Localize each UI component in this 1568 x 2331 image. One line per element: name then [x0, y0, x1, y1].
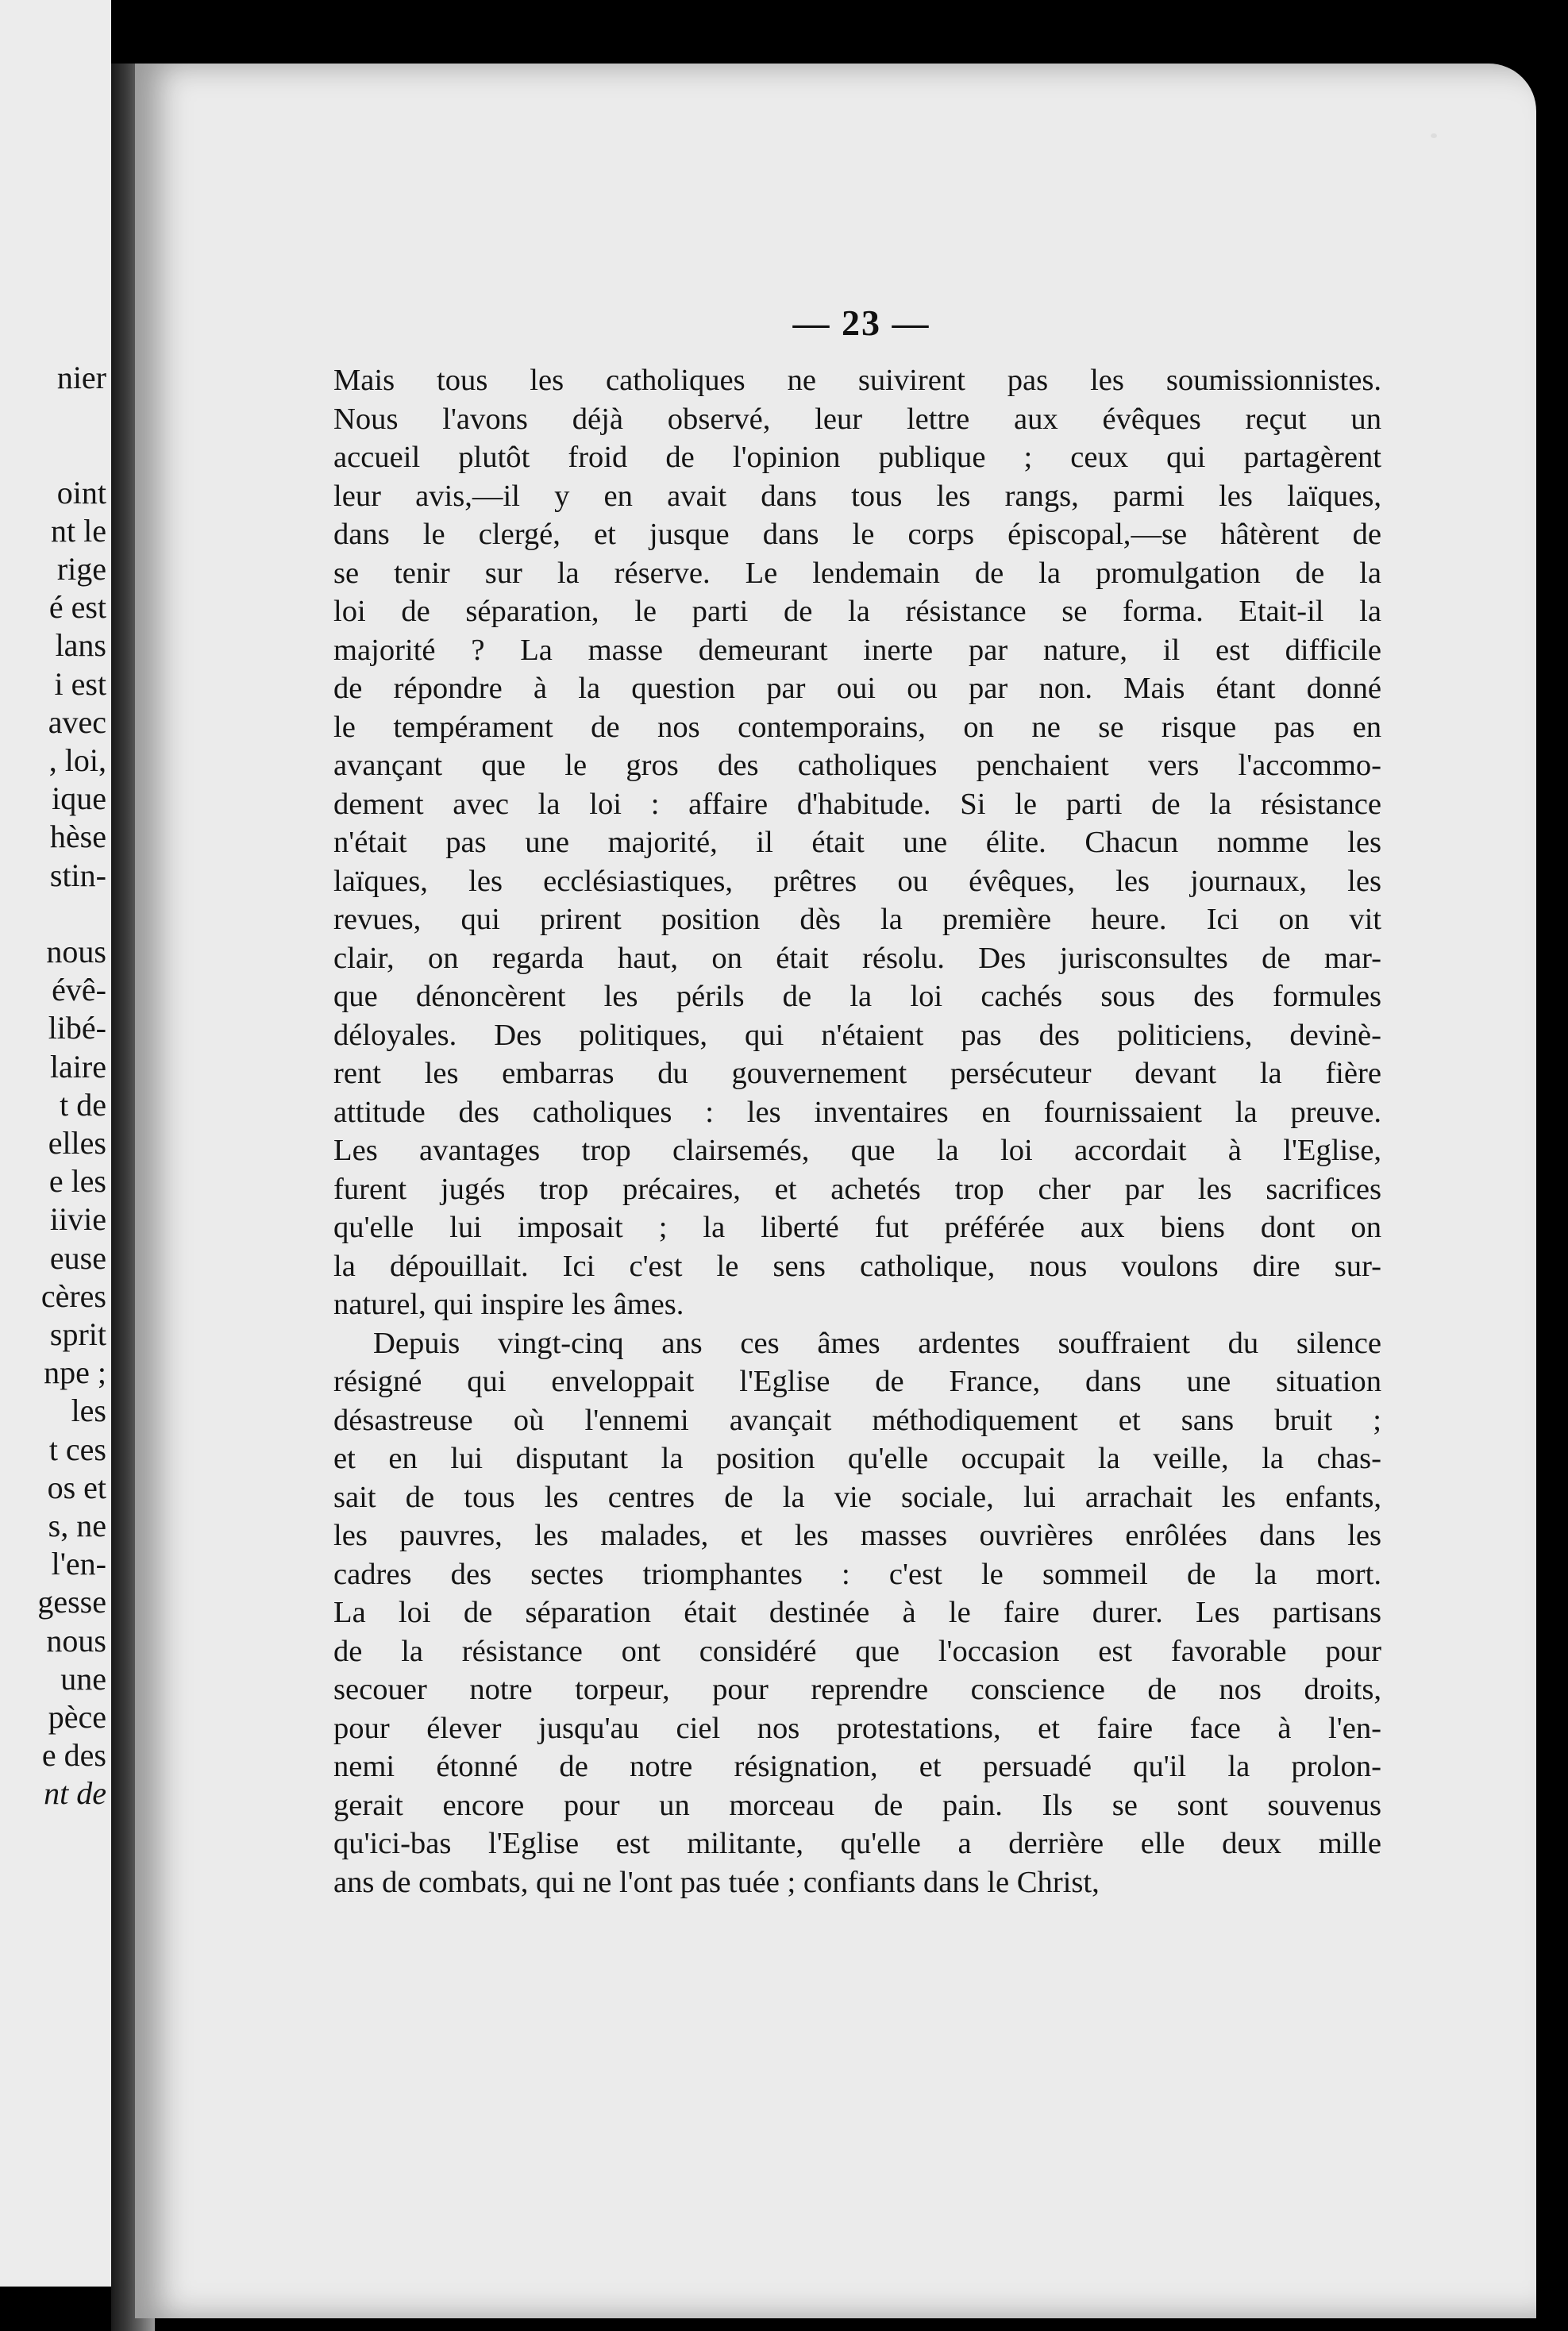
text-line: clair, on regarda haut, on était résolu. Des jurisconsultes de mar- — [333, 941, 1381, 975]
previous-page-line-fragment: nier — [56, 360, 106, 395]
text-line: gerait encore pour un morceau de pain. Ils se sont souvenus — [333, 1788, 1381, 1822]
text-line: qu'ici-bas l'Eglise est militante, qu'elle a derrière elle deux mille — [333, 1827, 1381, 1860]
text-line: nemi étonné de notre résignation, et persuadé qu'il la prolon- — [333, 1750, 1381, 1783]
text-line: leur avis,—il y en avait dans tous les rangs, parmi les laïques, — [333, 479, 1381, 513]
text-line: résigné qui enveloppait l'Eglise de France, dans une situation — [333, 1365, 1381, 1398]
previous-page-line-fragment: rige — [56, 551, 106, 587]
previous-page-line-fragment: t de — [60, 1086, 106, 1123]
previous-page-line-fragment: libé- — [48, 1010, 106, 1046]
text-line: majorité ? La masse demeurant inerte par nature, il est difficile — [333, 633, 1381, 667]
text-line: secouer notre torpeur, pour reprendre conscience de nos droits, — [333, 1673, 1381, 1706]
previous-page-line-fragment: elles — [48, 1125, 106, 1161]
previous-page-line-fragment: , loi, — [48, 742, 106, 778]
text-line: pour élever jusqu'au ciel nos protestations, et faire face à l'en- — [333, 1711, 1381, 1745]
previous-page-line-fragment: lans — [55, 627, 106, 664]
text-line: dans le clergé, et jusque dans le corps épiscopal,—se hâtèrent de — [333, 518, 1381, 551]
text-line: loi de séparation, le parti de la résistance se forma. Etait-il la — [333, 595, 1381, 628]
text-line: se tenir sur la réserve. Le lendemain de la promulgation de la — [333, 556, 1381, 590]
previous-page-line-fragment: cères — [40, 1277, 106, 1314]
previous-page-line-fragment: e des — [41, 1737, 106, 1774]
text-line: déloyales. Des politiques, qui n'étaient pas des politiciens, devinè- — [333, 1018, 1381, 1052]
previous-page-line-fragment: euse — [49, 1239, 106, 1276]
previous-page-line-fragment: i est — [54, 665, 106, 702]
text-line: de répondre à la question par oui ou par non. Mais étant donné — [333, 672, 1381, 705]
page-number: — 23 — — [792, 302, 930, 343]
text-line: désastreuse où l'ennemi avançait méthodiquement et sans bruit ; — [333, 1403, 1381, 1437]
text-line: de la résistance ont considéré que l'occasion est favorable pour — [333, 1634, 1381, 1668]
previous-page-line-fragment: pèce — [48, 1699, 106, 1735]
previous-page-line-fragment: t ces — [48, 1431, 106, 1467]
text-line: furent jugés trop précaires, et achetés trop cher par les sacrifices — [333, 1172, 1381, 1206]
text-line: qu'elle lui imposait ; la liberté fut préférée aux biens dont on — [333, 1211, 1381, 1244]
text-line: le tempérament de nos contemporains, on ne se risque pas en — [333, 710, 1381, 744]
previous-page-line-fragment: avec — [48, 703, 106, 740]
previous-page-line-fragment: é est — [48, 589, 106, 626]
text-line: sait de tous les centres de la vie sociale, lui arrachait les enfants, — [333, 1480, 1381, 1514]
previous-page-line-fragment: ique — [52, 780, 106, 817]
book-page — [135, 64, 1536, 2318]
page-body-text — [333, 361, 1381, 1901]
previous-page-line-fragment: e les — [48, 1163, 106, 1200]
previous-page-line-fragment: hèse — [49, 819, 106, 855]
previous-page-fragment — [0, 0, 111, 2287]
text-line: que dénoncèrent les périls de la loi cachés sous des formules — [333, 980, 1381, 1013]
text-line: la dépouillait. Ici c'est le sens catholique, nous voulons dire sur- — [333, 1249, 1381, 1283]
text-line: cadres des sectes triomphantes : c'est le sommeil de la mort. — [333, 1557, 1381, 1591]
paper-speck — [1431, 133, 1437, 138]
text-line: n'était pas une majorité, il était une élite. Chacun nomme les — [333, 826, 1381, 859]
text-line: avançant que le gros des catholiques penchaient vers l'accommo- — [333, 749, 1381, 782]
previous-page-line-fragment: stin- — [49, 857, 106, 893]
text-line: attitude des catholiques : les inventaires en fournissaient la preuve. — [333, 1095, 1381, 1129]
text-line: Nous l'avons déjà observé, leur lettre aux évêques reçut un — [333, 402, 1381, 436]
text-line: accueil plutôt froid de l'opinion publique ; ceux qui partagèrent — [333, 441, 1381, 474]
previous-page-line-fragment: os et — [47, 1469, 106, 1505]
previous-page-line-fragment: iivie — [49, 1201, 106, 1238]
text-line: Les avantages trop clairsemés, que la loi accordait à l'Eglise, — [333, 1134, 1381, 1167]
text-line: revues, qui prirent position dès la première heure. Ici on vit — [333, 903, 1381, 936]
text-line: et en lui disputant la position qu'elle occupait la veille, la chas- — [333, 1442, 1381, 1475]
previous-page-line-fragment: oint — [56, 474, 106, 511]
previous-page-line-fragment: l'en- — [51, 1546, 106, 1582]
previous-page-line-fragment: sprit — [49, 1316, 106, 1352]
text-line: naturel, qui inspire les âmes. — [333, 1288, 684, 1321]
text-line: La loi de séparation était destinée à le faire durer. Les partisans — [333, 1596, 1381, 1629]
previous-page-line-fragment: évê- — [52, 972, 106, 1008]
text-line: ans de combats, qui ne l'ont pas tuée ; confiants dans le Christ, — [333, 1865, 1100, 1899]
text-line: Mais tous les catholiques ne suivirent pas les soumissionnistes. — [333, 364, 1381, 397]
previous-page-line-fragment: nous — [46, 1622, 106, 1659]
text-line: dement avec la loi : affaire d'habitude. Si le parti de la résistance — [333, 787, 1381, 821]
previous-page-line-fragment: npe ; — [44, 1354, 106, 1391]
text-line: Depuis vingt-cinq ans ces âmes ardentes souffraient du silence — [373, 1326, 1381, 1360]
previous-page-line-fragment: s, ne — [48, 1508, 106, 1543]
text-line: les pauvres, les malades, et les masses ouvrières enrôlées dans les — [333, 1519, 1381, 1552]
previous-page-line-fragment: nt le — [51, 512, 106, 549]
previous-page-line-fragment: une — [60, 1660, 106, 1697]
previous-page-line-fragment: gesse — [37, 1584, 106, 1620]
previous-page-line-fragment: nt de — [44, 1775, 106, 1812]
previous-page-line-fragment: les — [71, 1393, 106, 1429]
previous-page-line-fragment: laire — [49, 1048, 106, 1085]
previous-page-line-fragment: nous — [46, 934, 106, 969]
text-line: laïques, les ecclésiastiques, prêtres ou évêques, les journaux, les — [333, 864, 1381, 898]
text-line: rent les embarras du gouvernement persécuteur devant la fière — [333, 1057, 1381, 1090]
